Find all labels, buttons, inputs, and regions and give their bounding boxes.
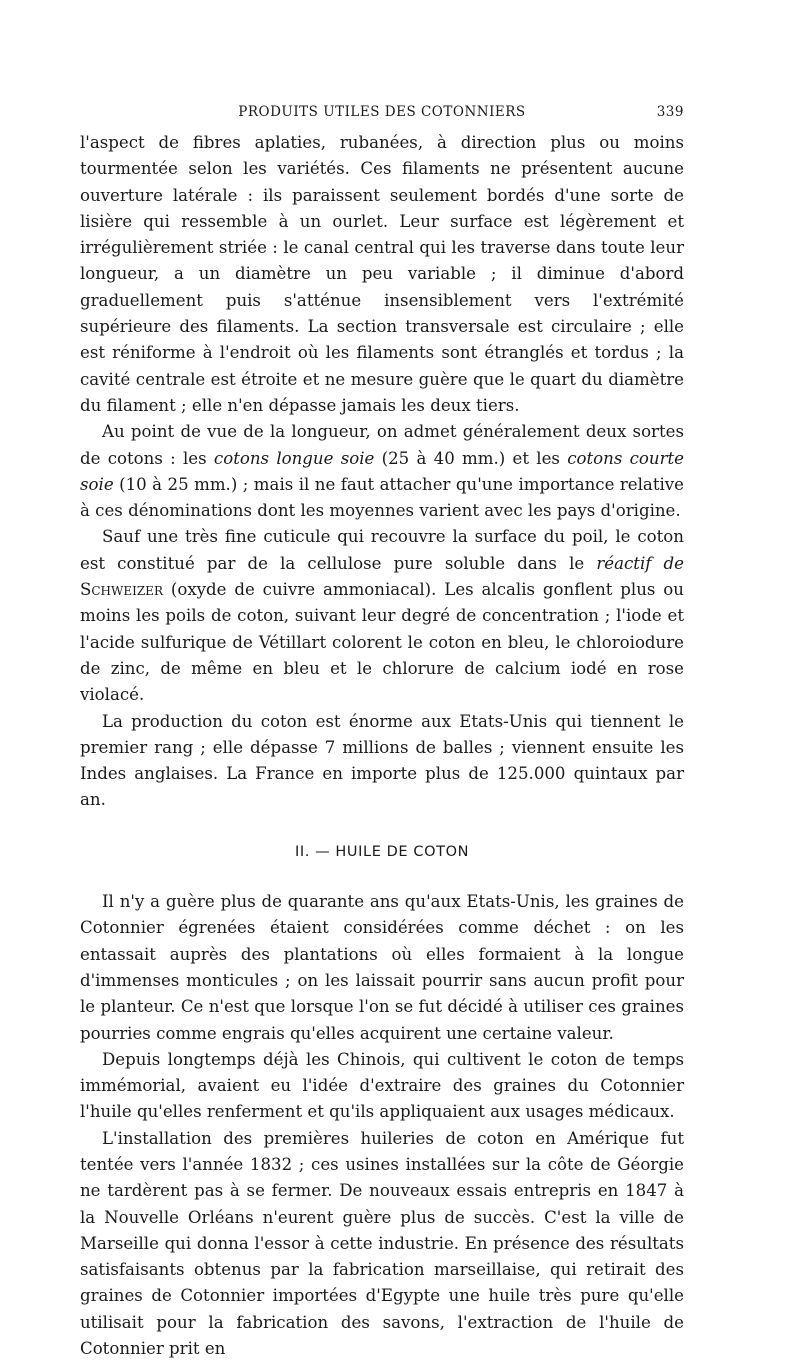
paragraph-seed-history: Il n'y a guère plus de quarante ans qu'aux Etats-Unis, les graines de Cotonnier égrenées étaient considérées comme déchet : on les entassait auprès des plantations où elles formaient à la longue d'immenses monticules ; on les laissait pourrir sans aucun profit pour le planteur. Ce n'est que lorsque l'on se fut décidé à utiliser ces graines pourries comme engrais qu'elles acquirent une certaine valeur. bbox=[80, 892, 684, 1043]
main-text bbox=[80, 130, 684, 1362]
italic-term-short-staple: cotons courte soie bbox=[80, 448, 684, 494]
book-page bbox=[80, 100, 684, 1362]
running-header bbox=[80, 100, 684, 124]
text-segment: (10 à 25 mm.) ; mais il ne faut attacher qu'une importance relative à ces dénominations dont les moyennes varient avec les pays d'origine. bbox=[80, 474, 684, 521]
paragraph-chinese-use: Depuis longtemps déjà les Chinois, qui cultivent le coton de temps immémorial, avaient eu l'idée d'extraire des graines du Cotonnier l'huile qu'elles renferment et qu'ils appliquaient aux usages médicaux. bbox=[80, 1049, 684, 1122]
paragraph-oil-industry: L'installation des premières huileries de coton en Amérique fut tentée vers l'année 1832 ; ces usines installées sur la côte de Géorgie ne tardèrent pas à se fermer. De nouveaux essais entrepris en 1847 à la Nouvelle Orléans n'eurent guère plus de succès. C'est la ville de Marseille qui donna l'essor à cette industrie. En présence des résultats satisfaisants obtenus par la fabrication marseillaise, qui retirait des graines de Cotonnier importées d'Egypte une huile très pure qu'elle utilisait pour la fabrication des savons, l'extraction de l'huile de Cotonnier prit en bbox=[80, 1128, 684, 1359]
paragraph-production: La production du coton est énorme aux Etats-Unis qui tiennent le premier rang ; elle dépasse 7 millions de balles ; viennent ensuite les Indes anglaises. La France en importe plus de 125.000 quintaux par an. bbox=[80, 711, 684, 810]
page-number: 339 bbox=[656, 104, 684, 120]
italic-term-reagent: réactif de bbox=[596, 553, 684, 573]
text-segment: (oxyde de cuivre ammoniacal). Les alcalis gonflent plus ou moins les poils de coton, suivant leur degré de concentration ; l'iode et l'acide sulfurique de Vétillart colorent le coton en bleu, le chloroiodure de zinc, de même en bleu et le chlorure de calcium iodé en rose violacé. bbox=[80, 580, 684, 705]
italic-term-long-staple: cotons longue soie bbox=[213, 448, 375, 468]
text-segment: Au point de vue de la longueur, on admet généralement deux sortes de cotons : les bbox=[80, 422, 684, 468]
text-segment: (25 à 40 mm.) et les bbox=[374, 448, 568, 468]
small-caps-name-schweizer: Schweizer bbox=[80, 580, 163, 600]
section-heading: II. — HUILE DE COTON bbox=[294, 843, 470, 860]
paragraph-fiber-structure: l'aspect de fibres aplaties, rubanées, à direction plus ou moins tourmentée selon les variétés. Ces filaments ne présentent aucune ouverture latérale : ils paraissent seulement bordés d'une sorte de lisière qui ressemble à un ourlet. Leur surface est légèrement et irrégulièrement striée : le canal central qui les traverse dans toute leur longueur, a un diamètre un peu variable ; il diminue d'abord graduellement puis s'atténue insensiblement vers l'extrémité supérieure des filaments. La section transversale est circulaire ; elle est réniforme à l'endroit où les filaments sont étranglés et tordus ; la cavité centrale est étroite et ne mesure guère que le quart du diamètre du filament ; elle n'en dépasse jamais les deux tiers. bbox=[80, 133, 684, 415]
paragraph-chemistry bbox=[80, 524, 684, 708]
running-title: PRODUITS UTILES DES COTONNIERS bbox=[238, 104, 526, 120]
text-segment: Sauf une très fine cuticule qui recouvre la surface du poil, le coton est constitué par de la cellulose pure soluble dans le bbox=[80, 527, 684, 573]
paragraph-fiber-length bbox=[80, 419, 684, 524]
